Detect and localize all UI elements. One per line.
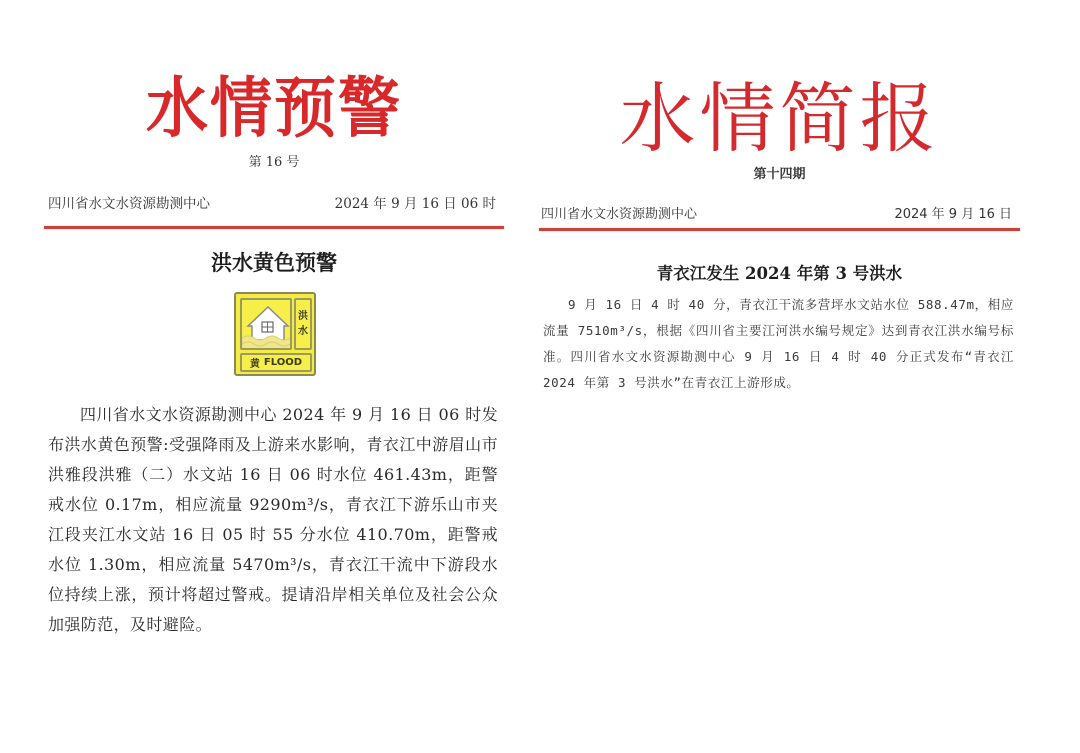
warning-body-text: 四川省水文水资源勘测中心 2024 年 9 月 16 日 06 时发布洪水黄色预警:受强降雨及上游来水影响，青衣江中游眉山市洪雅段洪雅（二）水文站 16 日 06 时水位 461.43m，距警戒水位 0.17m，相应流量 9290m³/s，青衣江下游乐山市夹江段夹江水文站 16 日 05 时 55 分水位 410.70m，距警戒水位 1.30m，相应流量 5470m³/s，青衣江干流中下游段水位持续上涨，预计将超过警戒。提请沿岸相关单位及社会公众加强防范，及时避险。	[48, 405, 498, 634]
side-label-panel: 洪 水	[294, 298, 312, 350]
masthead-title: 水情预警	[145, 69, 402, 147]
bulletin-body-text: 9 月 16 日 4 时 40 分，青衣江干流多营坪水文站水位 588.47m，相应流量 7510m³/s，根据《四川省主要江河洪水编号规定》达到青衣江洪水编号标准。四川省水文水资源勘测中心 9 月 16 日 4 时 40 分正式发布“青衣江 2024 年第 3 号洪水”在青衣江上游形成。	[543, 297, 1014, 390]
red-divider	[539, 228, 1020, 231]
red-divider	[44, 226, 504, 229]
flood-yellow-warning-icon	[234, 292, 316, 376]
masthead-title: 水情简报	[619, 74, 940, 163]
type-label: FLOOD	[263, 357, 303, 368]
level-label-panel	[240, 353, 312, 372]
issuer: 四川省水文水资源勘测中心	[48, 196, 210, 212]
flooded-house-icon	[242, 300, 292, 350]
document-headline: 洪水黄色预警	[211, 251, 337, 275]
issue-date: 2024 年 9 月 16 日	[894, 207, 1012, 222]
level-label: 黄	[249, 359, 260, 370]
meta-row	[48, 192, 496, 212]
issue-number: 第 16 号	[248, 155, 300, 170]
issue-number: 第十四期	[753, 167, 806, 182]
house-panel	[240, 298, 292, 350]
meta-row	[541, 203, 1012, 222]
document-headline: 青衣江发生 2024 年第 3 号洪水	[656, 264, 903, 283]
issuer: 四川省水文水资源勘测中心	[541, 207, 698, 222]
issue-datetime: 2024 年 9 月 16 日 06 时	[334, 196, 496, 212]
